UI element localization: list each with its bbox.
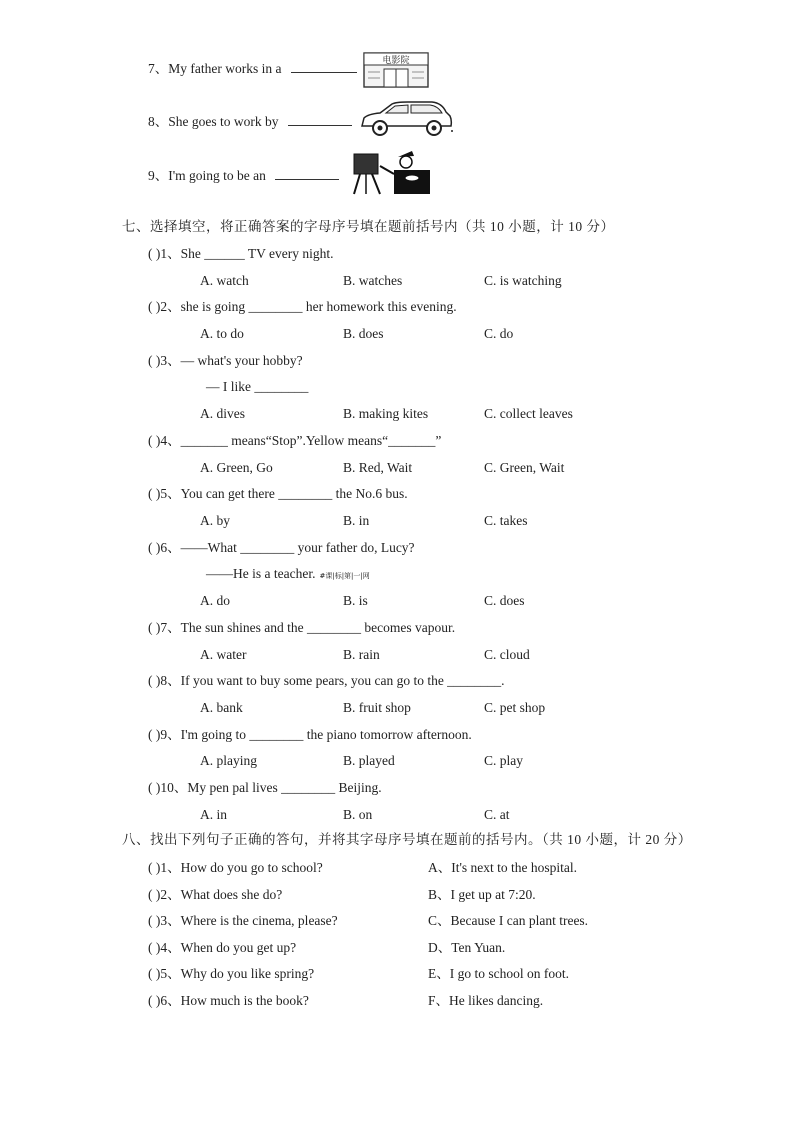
option-a[interactable]: A. water [200, 647, 247, 662]
option-a[interactable]: A. in [200, 807, 227, 822]
option-c[interactable]: C. Green, Wait [484, 460, 565, 475]
option-a[interactable]: A. dives [200, 406, 245, 421]
picture-question-9 [148, 167, 339, 184]
question-line: ——He is a teacher. #课|标|第|一|网 [206, 566, 370, 581]
match-question: ( )5、Why do you like spring? [148, 966, 315, 981]
question-text: 8、She goes to work by [148, 114, 279, 129]
match-question: ( )3、Where is the cinema, please? [148, 913, 338, 928]
match-question: ( )6、How much is the book? [148, 993, 309, 1008]
option-c[interactable]: C. do [484, 326, 514, 341]
option-b[interactable]: B. on [343, 807, 373, 822]
option-a[interactable]: A. Green, Go [200, 460, 273, 475]
answer-blank[interactable] [288, 113, 352, 126]
answer-blank[interactable] [291, 60, 357, 73]
question-stem: ( )3、— what's your hobby? [148, 353, 303, 368]
watermark-text: #课|标|第|一|网 [319, 572, 370, 580]
question-text: 7、My father works in a [148, 61, 282, 76]
question-stem: ( )4、_______ means“Stop”.Yellow means“_______” [148, 433, 442, 448]
option-b[interactable]: B. rain [343, 647, 380, 662]
match-answer: C、Because I can plant trees. [428, 913, 589, 928]
match-question: ( )1、How do you go to school? [148, 860, 323, 875]
option-b[interactable]: B. does [343, 326, 384, 341]
option-b[interactable]: B. watches [343, 273, 403, 288]
cinema-sign: 电影院 [382, 56, 410, 66]
option-a[interactable]: A. watch [200, 273, 249, 288]
question-stem: ( )10、My pen pal lives ________ Beijing. [148, 780, 382, 795]
question-text: 9、I'm going to be an [148, 168, 266, 183]
option-c[interactable]: C. cloud [484, 647, 530, 662]
option-a[interactable]: A. playing [200, 753, 257, 768]
match-answer: D、Ten Yuan. [428, 940, 506, 955]
picture-question-8 [148, 113, 352, 130]
option-a[interactable]: A. do [200, 593, 230, 608]
question-line: — I like ________ [206, 379, 309, 394]
car-picture [358, 100, 456, 140]
option-a[interactable]: A. bank [200, 700, 243, 715]
match-question: ( )2、What does she do? [148, 887, 283, 902]
option-c[interactable]: C. does [484, 593, 525, 608]
question-stem: ( )7、The sun shines and the ________ becomes vapour. [148, 620, 456, 635]
question-stem: ( )6、——What ________ your father do, Lucy? [148, 540, 415, 555]
option-a[interactable]: A. by [200, 513, 230, 528]
question-stem: ( )2、she is going ________ her homework this evening. [148, 299, 457, 314]
question-stem: ( )8、If you want to buy some pears, you can go to the ________. [148, 673, 505, 688]
option-b[interactable]: B. played [343, 753, 395, 768]
match-answer: E、I go to school on foot. [428, 966, 569, 981]
match-answer: A、It's next to the hospital. [428, 860, 578, 875]
option-c[interactable]: C. takes [484, 513, 528, 528]
cinema-picture [362, 50, 432, 90]
match-question: ( )4、When do you get up? [148, 940, 297, 955]
match-answer: F、He likes dancing. [428, 993, 544, 1008]
option-c[interactable]: C. at [484, 807, 510, 822]
option-c[interactable]: C. play [484, 753, 523, 768]
section-7-heading: 七、选择填空，将正确答案的字母序号填在题前括号内（共 10 小题，计 10 分） [122, 219, 615, 234]
question-stem: ( )9、I'm going to ________ the piano tomorrow afternoon. [148, 727, 472, 742]
option-a[interactable]: A. to do [200, 326, 244, 341]
option-b[interactable]: B. making kites [343, 406, 429, 421]
option-c[interactable]: C. pet shop [484, 700, 546, 715]
match-answer: B、I get up at 7:20. [428, 887, 536, 902]
artist-picture [350, 148, 438, 198]
question-stem: ( )5、You can get there ________ the No.6 bus. [148, 486, 408, 501]
answer-blank[interactable] [275, 167, 339, 180]
option-b[interactable]: B. fruit shop [343, 700, 411, 715]
option-c[interactable]: C. is watching [484, 273, 562, 288]
option-c[interactable]: C. collect leaves [484, 406, 573, 421]
option-b[interactable]: B. Red, Wait [343, 460, 413, 475]
picture-question-7 [148, 60, 357, 77]
question-stem: ( )1、She ______ TV every night. [148, 246, 334, 261]
section-8-heading: 八、找出下列句子正确的答句，并将其字母序号填在题前的括号内。（共 10 小题，计 20 分） [122, 832, 692, 847]
option-b[interactable]: B. in [343, 513, 370, 528]
option-b[interactable]: B. is [343, 593, 368, 608]
